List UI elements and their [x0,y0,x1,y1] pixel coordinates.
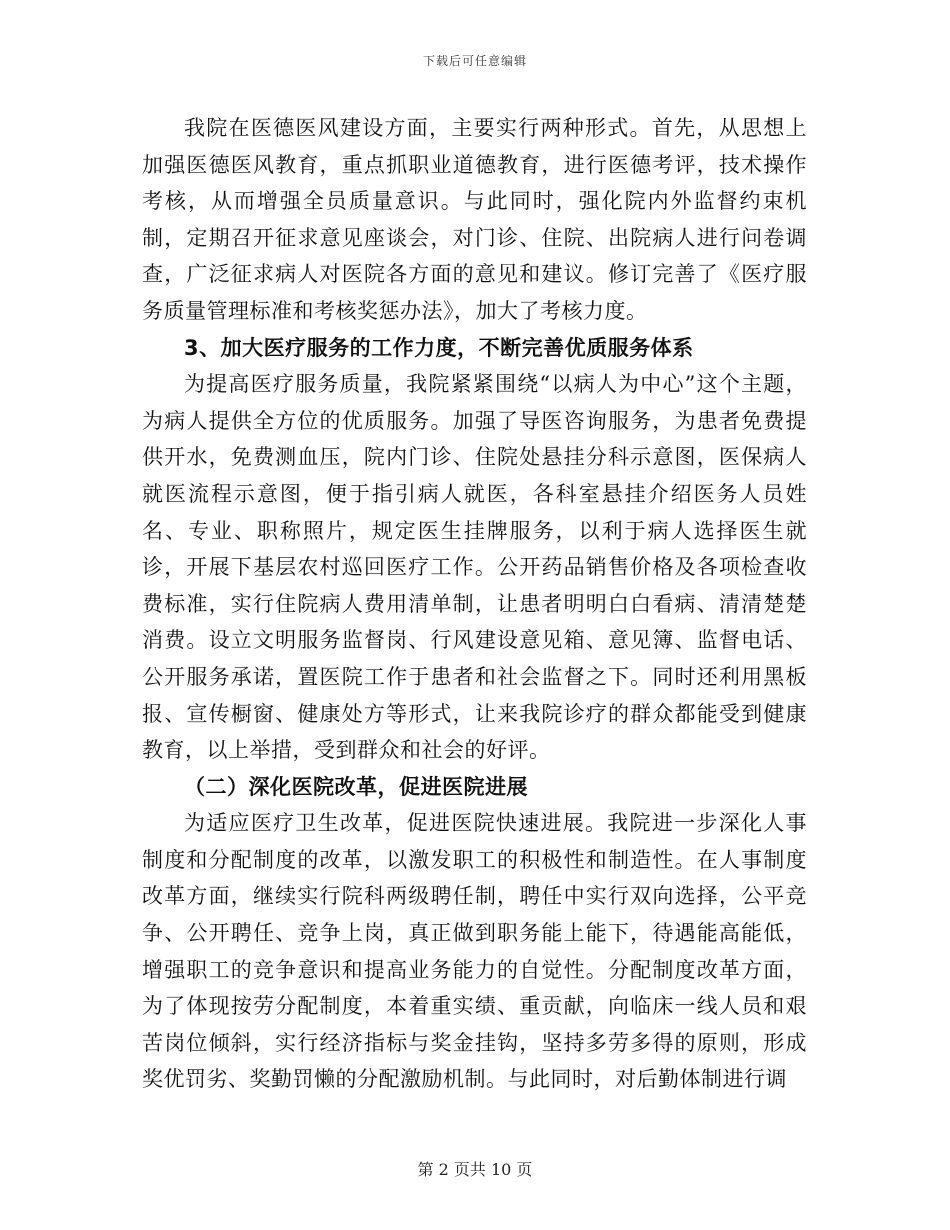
paragraph-medical-ethics: 我院在医德医风建设方面，主要实行两种形式。首先，从思想上加强医德医风教育，重点抓职业道德教育，进行医德考评，技术操作考核，从而增强全员质量意识。与此同时，强化院内外监督约束机制，定期召开征求意见座谈会，对门诊、住院、出院病人进行问卷调查，广泛征求病人对医院各方面的意见和建议。修订完善了《医疗服务质量管理标准和考核奖惩办法》，加大了考核力度。 [142,116,807,323]
paragraph-reform-details: 为适应医疗卫生改革，促进医院快速进展。我院进一步深化人事制度和分配制度的改革，以激发职工的积极性和制造性。在人事制度改革方面，继续实行院科两级聘任制，聘任中实行双向选择，公平竞争、公开聘任、竞争上岗，真正做到职务能上能下，待遇能高能低，增强职工的竞争意识和提高业务能力的自觉性。分配制度改革方面，为了体现按劳分配制度，本着重实绩、重贡献，向临床一线人员和艰苦岗位倾斜，实行经济指标与奖金挂钩，坚持多劳多得的原则，形成奖优罚劣、奖勤罚懒的分配激励机制。与此同时，对后勤体制进行调 [142,811,807,1092]
section-heading-hospital-reform: （二）深化医院改革，促进医院进展 [184,774,528,799]
paragraph-service-quality: 为提高医疗服务质量，我院紧紧围绕“以病人为中心”这个主题，为病人提供全方位的优质服务。加强了导医咨询服务，为患者免费提供开水，免费测血压，院内门诊、住院处悬挂分科示意图，医保病人就医流程示意图，便于指引病人就医，各科室悬挂介绍医务人员姓名、专业、职称照片，规定医生挂牌服务，以利于病人选择医生就诊，开展下基层农村巡回医疗工作。公开药品销售价格及各项检查收费标准，实行住院病人费用清单制，让患者明明白白看病、清清楚楚消费。设立文明服务监督岗、行风建设意见箱、意见簿、监督电话、公开服务承诺，置医院工作于患者和社会监督之下。同时还利用黑板报、宣传橱窗、健康处方等形式，让来我院诊疗的群众都能受到健康教育，以上举措，受到群众和社会的好评。 [142,372,807,763]
page-number: 第 2 页共 10 页 [417,1160,533,1179]
section-heading-medical-service: 3、加大医疗服务的工作力度，不断完善优质服务体系 [184,335,694,360]
page-header: 下载后可任意编辑 [422,54,527,68]
document-body [142,110,807,1098]
